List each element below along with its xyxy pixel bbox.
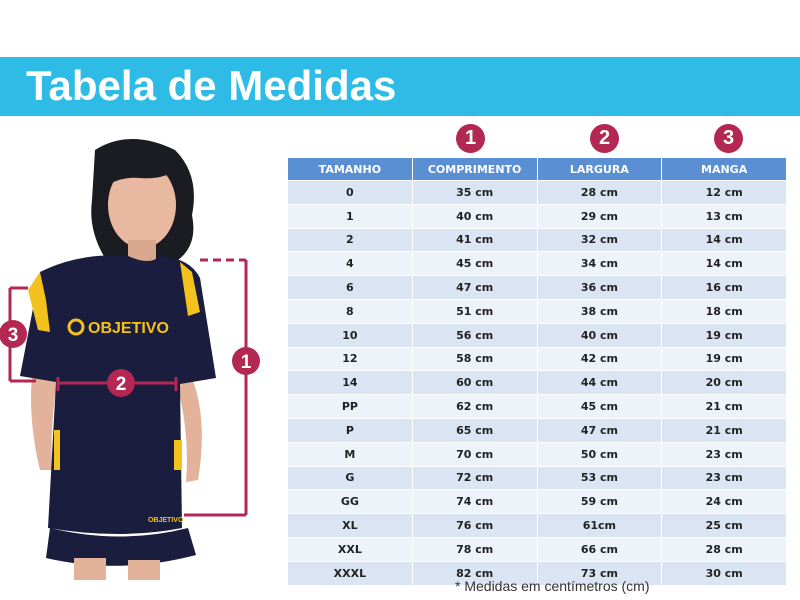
table-row [288,466,786,490]
table-row [288,513,786,537]
table-cell-tamanho: 2 [288,228,412,252]
table-cell-comprimento: 41 cm [413,228,537,252]
table-row [288,347,786,371]
table-cell-tamanho: XL [288,513,412,537]
table-cell-tamanho: XXL [288,537,412,561]
table-cell-comprimento: 51 cm [413,299,537,323]
table-cell-tamanho: P [288,418,412,442]
table-cell-comprimento: 78 cm [413,537,537,561]
table-cell-manga: 19 cm [662,323,786,347]
table-cell-largura: 32 cm [538,228,662,252]
table-cell-largura: 34 cm [538,251,662,275]
table-cell-largura: 44 cm [538,370,662,394]
table-cell-comprimento: 70 cm [413,442,537,466]
table-cell-tamanho: PP [288,394,412,418]
header-manga: MANGA [662,158,786,180]
table-body [288,180,786,585]
table-row [288,228,786,252]
table-cell-tamanho: GG [288,489,412,513]
table-cell-manga: 14 cm [662,228,786,252]
table-row [288,323,786,347]
shirt-accent-side-left [54,430,60,470]
column-badge-largura: 2 [590,124,619,153]
table-row [288,180,786,204]
model-illustration [0,128,270,598]
table-cell-tamanho: 12 [288,347,412,371]
table-cell-comprimento: 62 cm [413,394,537,418]
table-cell-tamanho: XXXL [288,561,412,585]
shirt-logo-text: OBJETIVO [88,320,169,337]
table-cell-tamanho: 4 [288,251,412,275]
column-badge-comprimento: 1 [456,124,485,153]
table-cell-largura: 29 cm [538,204,662,228]
shirt-logo-small: OBJETIVO [148,517,184,524]
table-cell-comprimento: 56 cm [413,323,537,347]
table-cell-comprimento: 40 cm [413,204,537,228]
table-cell-comprimento: 47 cm [413,275,537,299]
table-cell-largura: 28 cm [538,180,662,204]
table-cell-largura: 66 cm [538,537,662,561]
table-cell-manga: 30 cm [662,561,786,585]
table-cell-tamanho: M [288,442,412,466]
table-cell-comprimento: 35 cm [413,180,537,204]
table-row [288,537,786,561]
table-cell-manga: 18 cm [662,299,786,323]
table-cell-largura: 47 cm [538,418,662,442]
table-cell-tamanho: 1 [288,204,412,228]
table-cell-largura: 61cm [538,513,662,537]
table-cell-manga: 12 cm [662,180,786,204]
table-cell-tamanho: G [288,466,412,490]
right-leg [128,560,160,580]
table-cell-comprimento: 72 cm [413,466,537,490]
table-row [288,370,786,394]
table-cell-manga: 20 cm [662,370,786,394]
table-cell-largura: 59 cm [538,489,662,513]
table-cell-tamanho: 0 [288,180,412,204]
table-cell-manga: 24 cm [662,489,786,513]
table-cell-comprimento: 45 cm [413,251,537,275]
table-cell-tamanho: 8 [288,299,412,323]
table-cell-largura: 40 cm [538,323,662,347]
column-badge-manga: 3 [714,124,743,153]
table-cell-largura: 36 cm [538,275,662,299]
table-row [288,299,786,323]
table-cell-manga: 21 cm [662,418,786,442]
table-row [288,251,786,275]
table-cell-largura: 73 cm [538,561,662,585]
left-leg [74,558,106,580]
badge-sleeve-label: 3 [7,325,19,346]
table-cell-largura: 42 cm [538,347,662,371]
table-cell-comprimento: 60 cm [413,370,537,394]
table-row [288,489,786,513]
table-cell-tamanho: 10 [288,323,412,347]
title-banner [0,57,800,116]
table-cell-comprimento: 74 cm [413,489,537,513]
table-cell-largura: 53 cm [538,466,662,490]
size-table [287,158,787,585]
table-cell-tamanho: 14 [288,370,412,394]
table-cell-manga: 13 cm [662,204,786,228]
table-cell-manga: 21 cm [662,394,786,418]
table-row [288,418,786,442]
table-cell-largura: 50 cm [538,442,662,466]
table-cell-manga: 25 cm [662,513,786,537]
footnote: * Medidas em centímetros (cm) [455,578,650,594]
table-cell-largura: 38 cm [538,299,662,323]
table-cell-tamanho: 6 [288,275,412,299]
shirt-accent-side-right [174,440,182,470]
table-cell-comprimento: 65 cm [413,418,537,442]
header-tamanho: TAMANHO [288,158,412,180]
table-row [288,204,786,228]
table-cell-manga: 14 cm [662,251,786,275]
table-cell-manga: 23 cm [662,442,786,466]
table-cell-manga: 23 cm [662,466,786,490]
header-comprimento: COMPRIMENTO [413,158,537,180]
table-cell-comprimento: 82 cm [413,561,537,585]
table-cell-manga: 16 cm [662,275,786,299]
badge-width-label: 2 [115,374,127,395]
table-cell-manga: 19 cm [662,347,786,371]
table-cell-manga: 28 cm [662,537,786,561]
table-row [288,442,786,466]
table-cell-largura: 45 cm [538,394,662,418]
badge-length-label: 1 [240,352,252,373]
table-header-row [288,158,786,180]
table-cell-comprimento: 76 cm [413,513,537,537]
page-title: Tabela de Medidas [26,62,397,109]
table-row [288,275,786,299]
table-cell-comprimento: 58 cm [413,347,537,371]
table-row [288,394,786,418]
header-largura: LARGURA [538,158,662,180]
